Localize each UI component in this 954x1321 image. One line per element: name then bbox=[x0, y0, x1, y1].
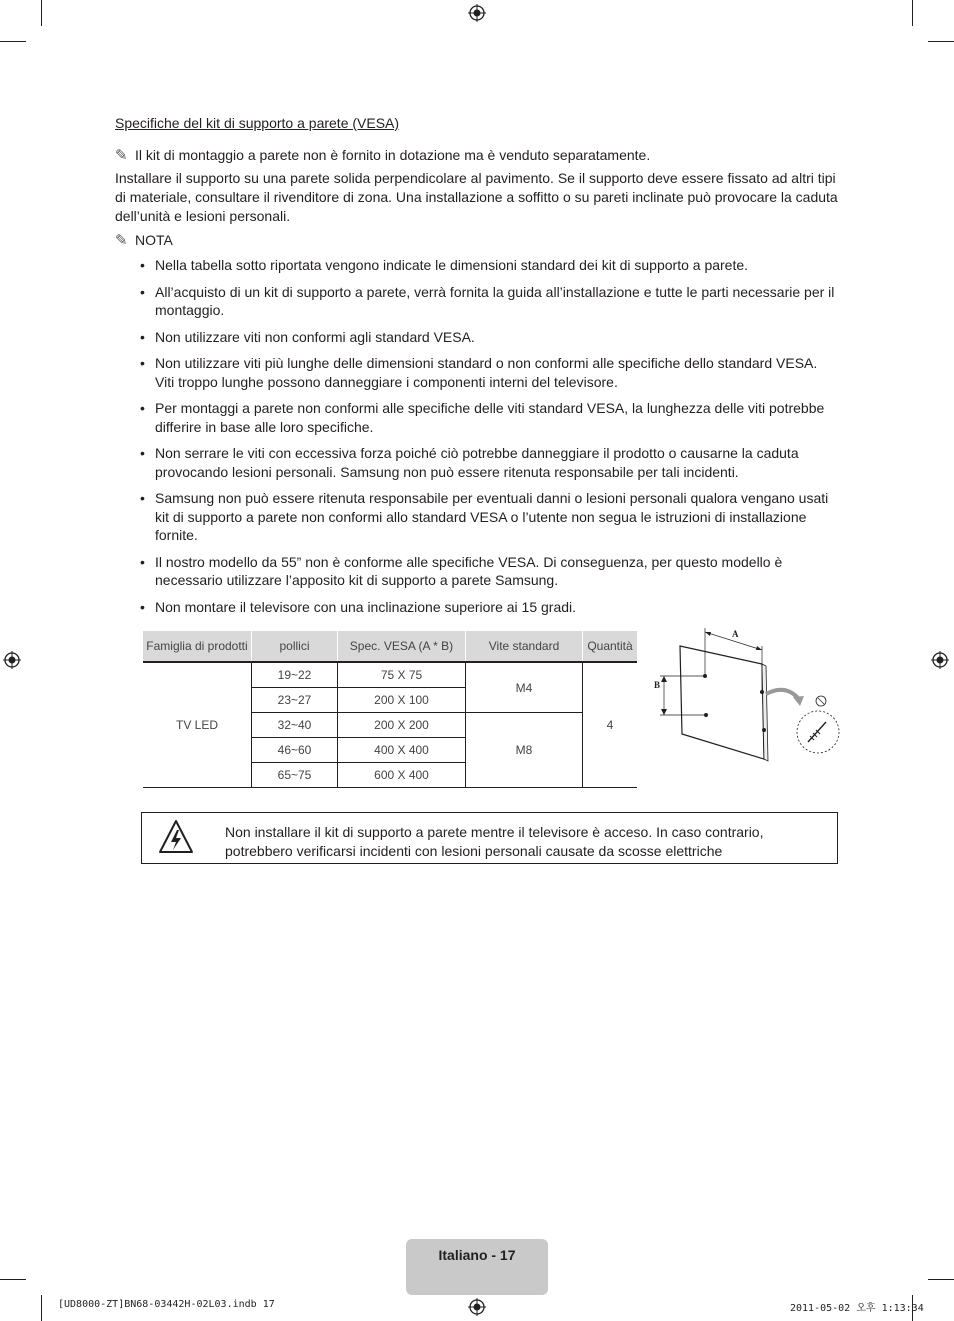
installation-paragraph: Installare il supporto su una parete solida perpendicolare al pavimento. Se il supporto deve essere fissato ad altri tipi di materiale, consultare il rivenditore di zona. Una installazione a soffitto o su pareti inclinate può provocare la caduta dell’unità e lesioni personali. bbox=[115, 170, 838, 224]
section-title: Specifiche del kit di supporto a parete (VESA) bbox=[115, 115, 400, 131]
intro-note bbox=[115, 146, 839, 165]
header-inches: pollici bbox=[252, 631, 338, 662]
table-header-row bbox=[143, 631, 637, 662]
slug-date: 2011-05-02 오후 1:13:34 bbox=[790, 1303, 924, 1314]
registration-mark-icon bbox=[931, 651, 949, 669]
dimension-b-label: B bbox=[654, 680, 661, 690]
page-number-tab bbox=[406, 1239, 548, 1295]
cell-screw: M8 bbox=[466, 713, 583, 788]
cell-inches: 19~22 bbox=[252, 662, 338, 688]
notes-list bbox=[140, 256, 840, 624]
list-item: • Non utilizzare viti più lunghe delle dimensioni standard o non conformi alle specifiche dello standard VESA. Viti troppo lunghe possono danneggiare i componenti interni del televisore. bbox=[140, 354, 840, 391]
header-standard-screw: Vite standard bbox=[466, 631, 583, 662]
crop-mark bbox=[912, 0, 913, 26]
header-product-family: Famiglia di prodotti bbox=[143, 631, 252, 662]
list-item: • All’acquisto di un kit di supporto a parete, verrà fornita la guida all’installazione e tutte le parti necessarie per il montaggio. bbox=[140, 283, 840, 320]
crop-mark bbox=[0, 1279, 26, 1280]
cell-inches: 65~75 bbox=[252, 763, 338, 788]
nota-heading bbox=[115, 231, 839, 250]
slug-file: [UD8000-ZT]BN68-03442H-02L03.indb 17 bbox=[58, 1299, 275, 1310]
cell-screw: M4 bbox=[466, 662, 583, 713]
registration-mark-icon bbox=[468, 4, 486, 22]
cell-vesa: 75 X 75 bbox=[338, 662, 466, 688]
intro-note-text: Il kit di montaggio a parete non è fornito in dotazione ma è venduto separatamente. bbox=[135, 147, 651, 163]
registration-mark-icon bbox=[3, 651, 21, 669]
cell-vesa: 600 X 400 bbox=[338, 763, 466, 788]
cell-inches: 46~60 bbox=[252, 738, 338, 763]
cell-inches: 23~27 bbox=[252, 688, 338, 713]
registration-mark-icon bbox=[468, 1298, 486, 1316]
cell-product-family: TV LED bbox=[143, 662, 252, 788]
warning-box bbox=[141, 812, 838, 864]
list-item: • Nella tabella sotto riportata vengono indicate le dimensioni standard dei kit di supporto a parete. bbox=[140, 256, 840, 275]
list-item: • Per montaggi a parete non conformi alle specifiche delle viti standard VESA, la lunghezza delle viti potrebbe differire in base alle loro specifiche. bbox=[140, 399, 840, 436]
page-label: Italiano - 17 bbox=[438, 1247, 516, 1263]
list-item: • Non serrare le viti con eccessiva forza poiché ciò potrebbe danneggiare il prodotto o causarne la caduta provocando lesioni personali. Samsung non può essere ritenuta responsabile per tali incidenti. bbox=[140, 444, 840, 481]
crop-mark bbox=[0, 41, 26, 42]
cell-vesa: 200 X 100 bbox=[338, 688, 466, 713]
warning-text: Non installare il kit di supporto a parete mentre il televisore è acceso. In caso contrario, potrebbero verificarsi incidenti con lesioni personali causate da scosse elettriche bbox=[225, 824, 764, 859]
list-item: • Il nostro modello da 55” non è conforme alle specifiche VESA. Di conseguenza, per questo modello è necessario utilizzare l’apposito kit di supporto a parete Samsung. bbox=[140, 553, 840, 590]
cell-quantity: 4 bbox=[583, 662, 638, 788]
list-item: • Non utilizzare viti non conformi agli standard VESA. bbox=[140, 328, 840, 347]
crop-mark bbox=[41, 1295, 42, 1321]
cell-inches: 32~40 bbox=[252, 713, 338, 738]
crop-mark bbox=[928, 41, 954, 42]
header-vesa-spec: Spec. VESA (A * B) bbox=[338, 631, 466, 662]
list-item: • Non montare il televisore con una inclinazione superiore ai 15 gradi. bbox=[140, 598, 840, 617]
nota-label: NOTA bbox=[135, 232, 173, 248]
list-item: • Samsung non può essere ritenuta responsabile per eventuali danni o lesioni personali qualora vengano usati kit di supporto a parete non conformi allo standard VESA o l’utente non segua le istruzioni di installazione fornite. bbox=[140, 489, 840, 545]
crop-mark bbox=[928, 1279, 954, 1280]
crop-mark bbox=[41, 0, 42, 26]
cell-vesa: 400 X 400 bbox=[338, 738, 466, 763]
pencil-note-icon: ✎ bbox=[115, 232, 128, 249]
electric-shock-warning-icon bbox=[158, 819, 194, 855]
wall-mount-diagram bbox=[650, 624, 842, 766]
cell-vesa: 200 X 200 bbox=[338, 713, 466, 738]
dimension-a-label: A bbox=[732, 629, 739, 639]
vesa-spec-table bbox=[143, 631, 637, 788]
table-row bbox=[143, 662, 637, 688]
pencil-note-icon: ✎ bbox=[115, 147, 128, 164]
header-quantity: Quantità bbox=[583, 631, 638, 662]
